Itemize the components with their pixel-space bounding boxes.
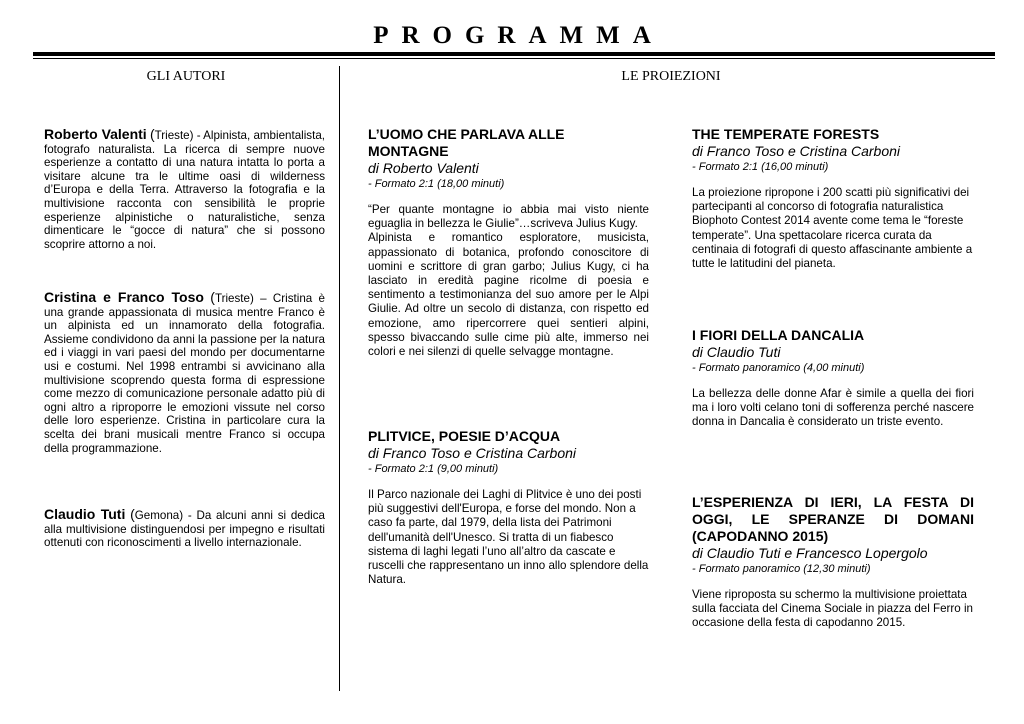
- projection-author: di Franco Toso e Cristina Carboni: [692, 143, 901, 159]
- author-bio: - Alpinista, ambientalista, fotografo naturalista. La ricerca di sempre nuove esperienze a contatto di una natura intatta lo porta a visitare alcune tra le ultime oasi di wilderness d’Europa e della Terra. Attraverso la fotografia e la multivisione racconta con sensibilità le proprie esperienze alpinistiche o naturalistiche, senza dimenticare le “gocce di natura” che si possono scoprire attorno a noi.: [44, 129, 325, 251]
- author-place: Gemona): [134, 509, 184, 522]
- author-paren: (: [210, 289, 215, 305]
- author-bio: - Da alcuni anni si dedica alla multivisione distinguendosi per impegno e risultati ottenuti con riconoscimenti a livello internazionale.: [44, 509, 325, 550]
- author-paren: (: [149, 126, 155, 142]
- projection-plitvice: [368, 428, 649, 587]
- projection-title: PLITVICE, POESIE D’ACQUA: [368, 428, 561, 444]
- title-rule-thick: [33, 52, 995, 56]
- projection-title: I FIORI DELLA DANCALIA: [692, 327, 865, 343]
- page-title: PROGRAMMA: [373, 22, 664, 49]
- projection-temperate-forests: [692, 126, 974, 271]
- projection-format: - Formato panoramico (4,00 minuti): [692, 362, 865, 374]
- projection-description: La bellezza delle donne Afar è simile a quella dei fiori ma i loro volti celano toni di sofferenza perché nascere donna in Dancalia è considerato un triste evento.: [692, 387, 974, 429]
- projection-author: di Franco Toso e Cristina Carboni: [368, 445, 577, 461]
- projection-format: - Formato 2:1 (9,00 minuti): [368, 463, 499, 475]
- authors-heading: GLI AUTORI: [146, 69, 226, 84]
- projection-title: L’ESPERIENZA DI IERI, LA FESTA DI OGGI, LE SPERANZE DI DOMANI (CAPODANNO 2015): [692, 494, 974, 544]
- author-entry-valenti: [44, 126, 325, 251]
- projection-capodanno: [692, 494, 974, 631]
- author-name: Cristina e Franco Toso: [44, 289, 204, 305]
- author-entry-tuti: [44, 506, 325, 550]
- projection-description: La proiezione ripropone i 200 scatti più significativi dei partecipanti al concorso di fotografia naturalistica Biophoto Contest 2014 avente come tema le “foreste temperate”. Una spettacolare ricerca curata da centinaia di fotografi di questo affascinante ambiente a tutte le latitudini del pianeta.: [692, 186, 973, 271]
- author-entry-toso: [44, 289, 325, 455]
- projection-title: THE TEMPERATE FORESTS: [692, 126, 880, 142]
- author-place: Trieste): [214, 292, 254, 305]
- author-name: Claudio Tuti: [44, 506, 126, 522]
- projection-description: Il Parco nazionale dei Laghi di Plitvice è uno dei posti più suggestivi dell'Europa, e forse del mondo. Non a caso fa parte, dal 1979, della lista dei Patrimoni dell'umanità dell'Unesco. Si tratta di un fiabesco sistema di laghi legati l’uno all’altro da cascate e ruscelli che rappresentano un inno allo splendore della Natura.: [368, 488, 649, 587]
- projection-uomo-montagne: [368, 126, 649, 359]
- projection-author: di Claudio Tuti: [692, 344, 781, 360]
- column-divider: [339, 66, 340, 691]
- author-name: Roberto Valenti: [44, 126, 147, 142]
- projections-heading: LE PROIEZIONI: [621, 69, 721, 84]
- projection-format: - Formato panoramico (12,30 minuti): [692, 563, 871, 575]
- projection-author: di Claudio Tuti e Francesco Lopergolo: [692, 545, 928, 561]
- author-paren: (: [130, 506, 135, 522]
- projection-description: “Per quante montagne io abbia mai visto niente eguaglia in bellezza le Giulie”…scriveva Julius Kugy.: [368, 203, 649, 231]
- title-rule-thin: [33, 58, 995, 59]
- author-place: Trieste): [154, 129, 194, 142]
- projection-format: - Formato 2:1 (18,00 minuti): [368, 178, 505, 190]
- projection-fiori-dancalia: [692, 327, 974, 430]
- projection-title: L’UOMO CHE PARLAVA ALLE MONTAGNE: [368, 126, 565, 159]
- author-bio: – Cristina è una grande appassionata di musica mentre Franco è un alpinista ed un innamorato della fotografia. Assieme condividono da anni la passione per la natura ed i viaggi in vari paesi del mondo per documentarne usi e costumi. Nel 1998 entrambi si avvicinano alla multivisione scoprendo questa forma di espressione come mezzo di comunicazione personale adatto più di ogni altro a riproporre le emozioni vissute nel corso delle loro esperienze. Cristina in particolare cura la scelta dei brani musicali mentre Franco si occupa della programmazione.: [44, 292, 326, 455]
- projection-format: - Formato 2:1 (16,00 minuti): [692, 161, 829, 173]
- projection-description: Alpinista e romantico esploratore, musicista, appassionato di botanica, profondo conoscitore di uomini e scrittore di gran garbo; Julius Kugy, ci ha lasciato in eredità pagine ricolme di poesia e sentimento a testimonianza del suo amore per le Alpi Giulie. Ad oltre un secolo di distanza, con rispetto ed emozione, amo ripercorrere quei sentieri alpini, spesso bivaccando sulle cime più alte, immerso nei colori e nei silenzi di quelle selvagge montagne.: [368, 231, 649, 359]
- projection-description: Viene riproposta su schermo la multivisione proiettata sulla facciata del Cinema Sociale in piazza del Ferro in occasione della festa di capodanno 2015.: [692, 588, 973, 630]
- projection-author: di Roberto Valenti: [368, 160, 479, 176]
